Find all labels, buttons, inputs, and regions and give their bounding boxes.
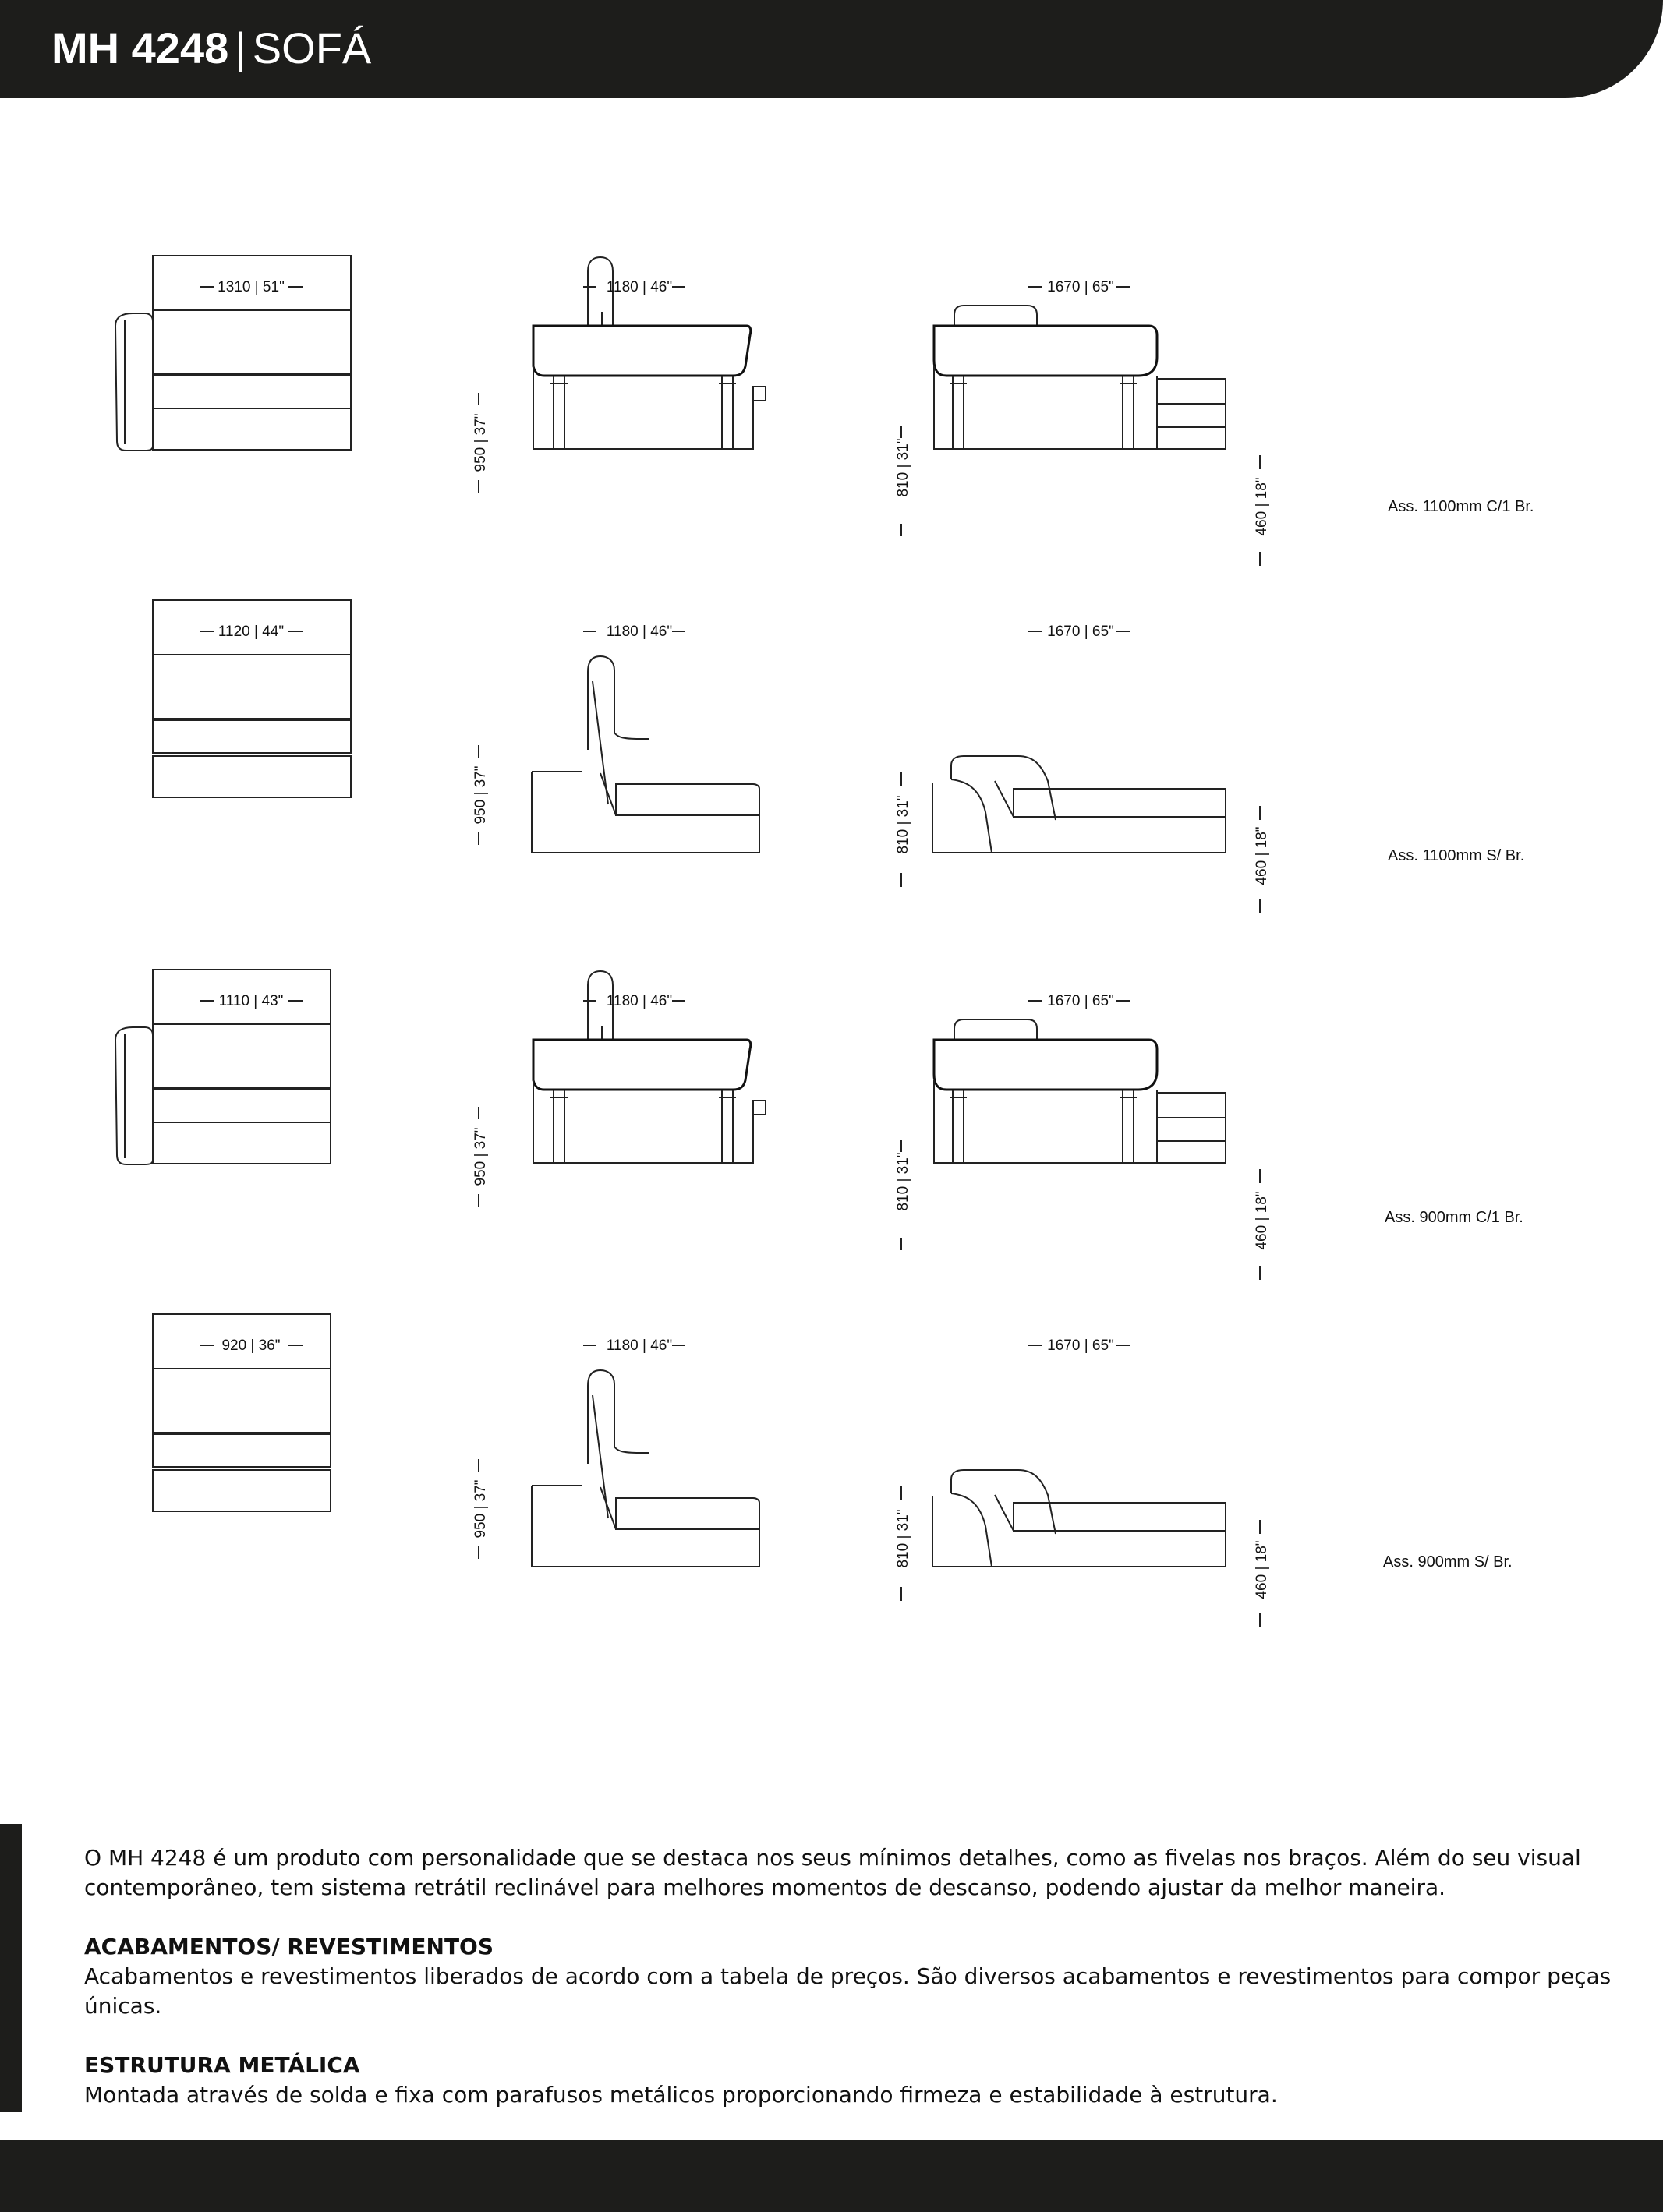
finish-heading: ACABAMENTOS/ REVESTIMENTOS — [84, 1934, 494, 1959]
row-3 — [115, 970, 1523, 1280]
intro-line-1: O MH 4248 é um produto com personalidade que se destaca nos seus mínimos detalhes, como as fivelas nos braços. Além do seu visual — [84, 1845, 1581, 1871]
structure-text: Montada através de solda e fixa com parafusos metálicos proporcionando firmeza e estabilidade à estrutura. — [84, 2082, 1278, 2108]
side-view-drawing — [532, 1370, 759, 1567]
reclined-height-dimension: 810 | 31" — [895, 1152, 911, 1211]
height-dimension: 950 | 37" — [472, 1479, 489, 1539]
row-4 — [153, 1314, 1513, 1627]
structure-heading: ESTRUTURA METÁLICA — [84, 2052, 360, 2078]
module-label: Ass. 900mm C/1 Br. — [1385, 1209, 1523, 1226]
depth-dimension: 1180 | 46" — [606, 279, 673, 295]
row-1 — [115, 256, 1534, 566]
height-dimension: 950 | 37" — [472, 1127, 489, 1186]
height-dimension: 950 | 37" — [472, 765, 489, 825]
seat-height-dimension: 460 | 18" — [1254, 1191, 1270, 1250]
reclined-dimension: 1670 | 65" — [1047, 279, 1114, 295]
seat-height-dimension: 460 | 18" — [1254, 826, 1270, 885]
finish-text: Acabamentos e revestimentos liberados de acordo com a tabela de preços. São diversos acabamentos e revestimentos para compor peças únicas. — [84, 1963, 1612, 2019]
width-dimension: 1120 | 44" — [218, 624, 285, 640]
seat-height-dimension: 460 | 18" — [1254, 477, 1270, 536]
product-code: MH 4248 — [51, 23, 229, 72]
footer-bar — [0, 2140, 1663, 2212]
depth-dimension: 1180 | 46" — [606, 1337, 673, 1354]
reclined-view-drawing — [934, 306, 1226, 449]
module-label: Ass. 1100mm S/ Br. — [1388, 847, 1525, 864]
product-name: SOFÁ — [252, 23, 372, 72]
reclined-view-drawing — [932, 756, 1226, 853]
module-label: Ass. 900mm S/ Br. — [1383, 1553, 1513, 1571]
depth-dimension: 1180 | 46" — [606, 993, 673, 1009]
reclined-height-dimension: 810 | 31" — [895, 1509, 911, 1568]
technical-drawings — [0, 98, 1663, 1735]
width-dimension: 1110 | 43" — [218, 993, 284, 1009]
width-dimension: 920 | 36" — [221, 1337, 281, 1354]
reclined-view-drawing — [934, 1019, 1226, 1163]
reclined-dimension: 1670 | 65" — [1047, 1337, 1114, 1354]
height-dimension: 950 | 37" — [472, 413, 489, 472]
header-bar — [0, 0, 1663, 98]
reclined-dimension: 1670 | 65" — [1047, 993, 1114, 1009]
intro-line-2: contemporâneo, tem sistema retrátil reclinável para melhores momentos de descanso, podendo ajustar da melhor maneira. — [84, 1875, 1446, 1900]
width-dimension: 1310 | 51" — [218, 279, 285, 295]
side-accent-bar — [0, 1824, 22, 2112]
reclined-height-dimension: 810 | 31" — [895, 438, 911, 497]
product-description — [84, 1843, 1628, 2110]
row-2 — [153, 600, 1524, 913]
seat-height-dimension: 460 | 18" — [1254, 1540, 1270, 1599]
side-view-drawing — [532, 656, 759, 853]
reclined-height-dimension: 810 | 31" — [895, 795, 911, 854]
depth-dimension: 1180 | 46" — [606, 624, 673, 640]
module-label: Ass. 1100mm C/1 Br. — [1388, 498, 1534, 515]
page-title — [51, 23, 371, 73]
reclined-dimension: 1670 | 65" — [1047, 624, 1114, 640]
title-separator: | — [235, 23, 246, 72]
reclined-view-drawing — [932, 1470, 1226, 1567]
